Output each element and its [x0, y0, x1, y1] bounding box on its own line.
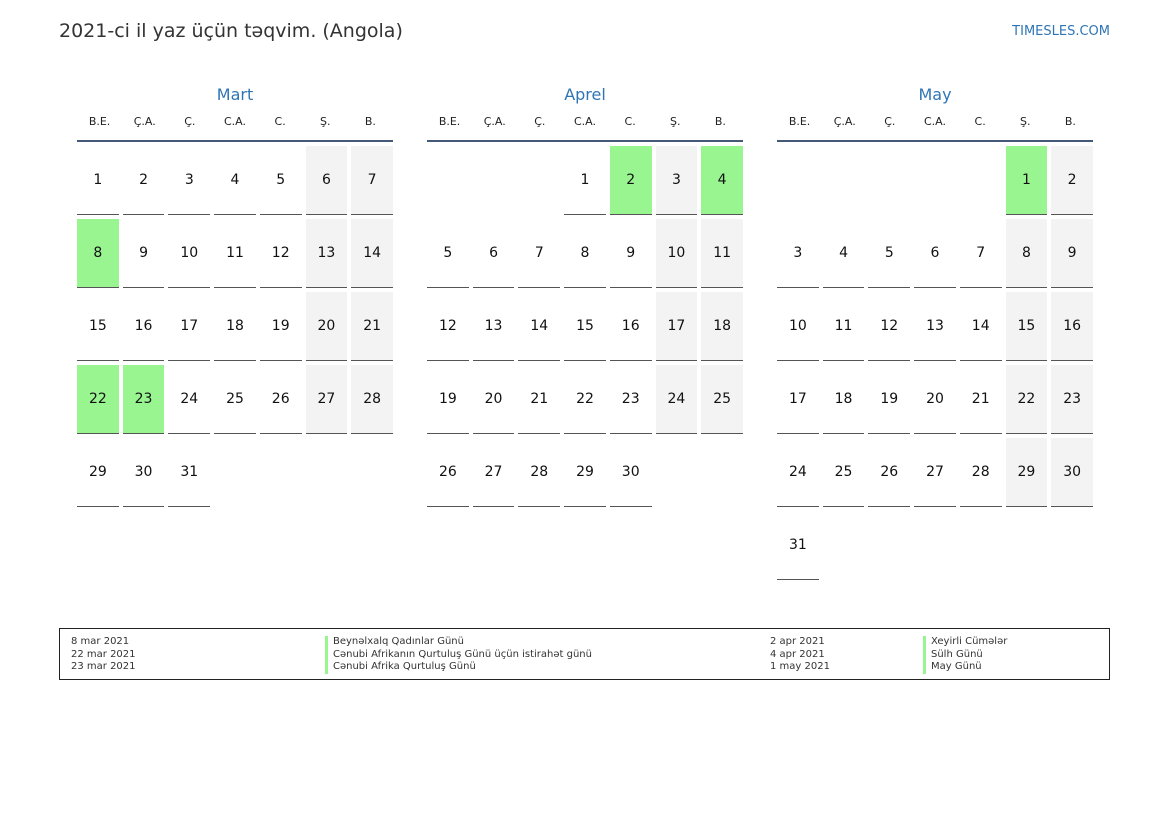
legend-date: 2 apr 2021 [770, 636, 825, 647]
holiday-day-cell: 8 [77, 219, 119, 288]
day-cell: 26 [427, 438, 469, 507]
day-cell: 19 [868, 365, 910, 434]
legend-holiday-name: Cənubi Afrikanın Qurtuluş Günü üçün istirahət günü [325, 649, 592, 662]
day-cell: 30 [123, 438, 165, 507]
day-cell: 30 [610, 438, 652, 507]
legend-date: 8 mar 2021 [71, 636, 130, 647]
day-cell: 14 [960, 292, 1002, 361]
day-cell: 20 [914, 365, 956, 434]
weekday-header [77, 114, 393, 142]
day-cell: 6 [473, 219, 515, 288]
holiday-legend [59, 628, 1110, 680]
day-cell: 8 [1006, 219, 1048, 288]
day-cell: 28 [518, 438, 560, 507]
day-cell: 12 [427, 292, 469, 361]
day-cell: 10 [656, 219, 698, 288]
holiday-day-cell: 1 [1006, 146, 1048, 215]
day-cell: 10 [168, 219, 210, 288]
day-cell: 14 [518, 292, 560, 361]
day-cell: 17 [168, 292, 210, 361]
day-cell: 19 [427, 365, 469, 434]
day-cell: 7 [518, 219, 560, 288]
day-cell: 29 [564, 438, 606, 507]
day-cell: 1 [564, 146, 606, 215]
day-cell: 4 [823, 219, 865, 288]
day-cell: 16 [610, 292, 652, 361]
day-cell: 3 [777, 219, 819, 288]
weekday-label: C. [974, 115, 986, 128]
day-cell: 12 [260, 219, 302, 288]
weekday-label: C. [274, 115, 286, 128]
month-title: May [918, 85, 952, 104]
day-cell: 20 [473, 365, 515, 434]
legend-holiday-name: Cənubi Afrika Qurtuluş Günü [325, 661, 592, 674]
day-cell: 27 [306, 365, 348, 434]
day-cell: 19 [260, 292, 302, 361]
day-cell: 22 [1006, 365, 1048, 434]
weekday-label: C.A. [923, 115, 946, 128]
day-cell: 2 [123, 146, 165, 215]
day-cell: 3 [168, 146, 210, 215]
day-cell: 25 [701, 365, 743, 434]
weekday-label: B.E. [438, 115, 461, 128]
day-cell: 29 [77, 438, 119, 507]
day-cell: 20 [306, 292, 348, 361]
day-grid [77, 146, 393, 507]
weekday-label: C.A. [573, 115, 596, 128]
day-cell: 21 [351, 292, 393, 361]
day-cell: 15 [1006, 292, 1048, 361]
holiday-day-cell: 22 [77, 365, 119, 434]
legend-left-dates [71, 636, 136, 674]
day-cell: 28 [960, 438, 1002, 507]
empty-cell [473, 146, 515, 215]
weekday-label: Ç.A. [483, 115, 506, 128]
day-cell: 25 [214, 365, 256, 434]
weekday-label: B. [714, 115, 726, 128]
day-cell: 15 [77, 292, 119, 361]
legend-holiday-name: Xeyirli Cümələr [923, 636, 1007, 649]
day-cell: 31 [777, 511, 819, 580]
day-cell: 11 [214, 219, 256, 288]
day-cell: 31 [168, 438, 210, 507]
empty-cell [427, 146, 469, 215]
weekday-label: B.E. [788, 115, 811, 128]
legend-date: 1 may 2021 [770, 661, 830, 672]
day-cell: 12 [868, 292, 910, 361]
day-cell: 27 [473, 438, 515, 507]
day-cell: 13 [914, 292, 956, 361]
day-cell: 22 [564, 365, 606, 434]
empty-cell [777, 146, 819, 215]
day-cell: 24 [777, 438, 819, 507]
day-cell: 24 [656, 365, 698, 434]
day-cell: 21 [518, 365, 560, 434]
legend-date: 4 apr 2021 [770, 648, 825, 660]
legend-right-dates [770, 636, 830, 674]
legend-right-names [923, 636, 1007, 674]
weekday-label: Ş. [320, 115, 331, 128]
day-grid [427, 146, 743, 507]
day-cell: 5 [260, 146, 302, 215]
weekday-label: Ç.A. [833, 115, 856, 128]
weekday-label: Ç.A. [133, 115, 156, 128]
empty-cell [823, 146, 865, 215]
page-title: 2021-ci il yaz üçün təqvim. (Angola) [59, 20, 403, 42]
day-cell: 27 [914, 438, 956, 507]
weekday-label: B. [364, 115, 376, 128]
legend-date: 23 mar 2021 [71, 661, 136, 672]
weekday-label: C. [624, 115, 636, 128]
weekday-label: Ş. [670, 115, 681, 128]
day-cell: 5 [868, 219, 910, 288]
day-cell: 7 [960, 219, 1002, 288]
day-cell: 11 [823, 292, 865, 361]
day-cell: 16 [123, 292, 165, 361]
legend-left-names [325, 636, 592, 674]
day-cell: 26 [868, 438, 910, 507]
day-cell: 9 [610, 219, 652, 288]
day-cell: 4 [214, 146, 256, 215]
holiday-day-cell: 23 [123, 365, 165, 434]
empty-cell [518, 146, 560, 215]
weekday-label: Ç. [534, 115, 546, 128]
weekday-label: B. [1064, 115, 1076, 128]
month-aprel [427, 84, 743, 507]
day-cell: 18 [214, 292, 256, 361]
day-cell: 25 [823, 438, 865, 507]
day-cell: 21 [960, 365, 1002, 434]
weekday-header [427, 114, 743, 142]
day-cell: 2 [1051, 146, 1093, 215]
day-cell: 11 [701, 219, 743, 288]
month-mart [77, 84, 393, 507]
day-cell: 5 [427, 219, 469, 288]
legend-date: 22 mar 2021 [71, 648, 136, 660]
day-cell: 6 [914, 219, 956, 288]
weekday-label: C.A. [223, 115, 246, 128]
weekday-label: Ç. [184, 115, 196, 128]
day-cell: 18 [823, 365, 865, 434]
day-cell: 30 [1051, 438, 1093, 507]
day-cell: 16 [1051, 292, 1093, 361]
day-cell: 3 [656, 146, 698, 215]
empty-cell [868, 146, 910, 215]
day-cell: 1 [77, 146, 119, 215]
day-cell: 23 [610, 365, 652, 434]
empty-cell [960, 146, 1002, 215]
weekday-label: Ç. [884, 115, 896, 128]
site-link[interactable]: TIMESLES.COM [1012, 24, 1110, 39]
day-cell: 7 [351, 146, 393, 215]
day-cell: 24 [168, 365, 210, 434]
day-cell: 9 [1051, 219, 1093, 288]
legend-holiday-name: Sülh Günü [923, 649, 1007, 662]
empty-cell [914, 146, 956, 215]
day-grid [777, 146, 1093, 580]
weekday-label: B.E. [88, 115, 111, 128]
day-cell: 29 [1006, 438, 1048, 507]
day-cell: 26 [260, 365, 302, 434]
day-cell: 6 [306, 146, 348, 215]
holiday-day-cell: 4 [701, 146, 743, 215]
legend-holiday-name: Beynəlxalq Qadınlar Günü [325, 636, 592, 649]
weekday-label: Ş. [1020, 115, 1031, 128]
day-cell: 13 [306, 219, 348, 288]
month-may [777, 84, 1093, 580]
month-title: Mart [216, 85, 254, 104]
day-cell: 18 [701, 292, 743, 361]
day-cell: 14 [351, 219, 393, 288]
day-cell: 9 [123, 219, 165, 288]
month-title: Aprel [564, 85, 606, 104]
legend-holiday-name: May Günü [923, 661, 1007, 674]
day-cell: 13 [473, 292, 515, 361]
day-cell: 8 [564, 219, 606, 288]
day-cell: 15 [564, 292, 606, 361]
weekday-header [777, 114, 1093, 142]
day-cell: 23 [1051, 365, 1093, 434]
day-cell: 17 [777, 365, 819, 434]
day-cell: 17 [656, 292, 698, 361]
day-cell: 10 [777, 292, 819, 361]
holiday-day-cell: 2 [610, 146, 652, 215]
day-cell: 28 [351, 365, 393, 434]
